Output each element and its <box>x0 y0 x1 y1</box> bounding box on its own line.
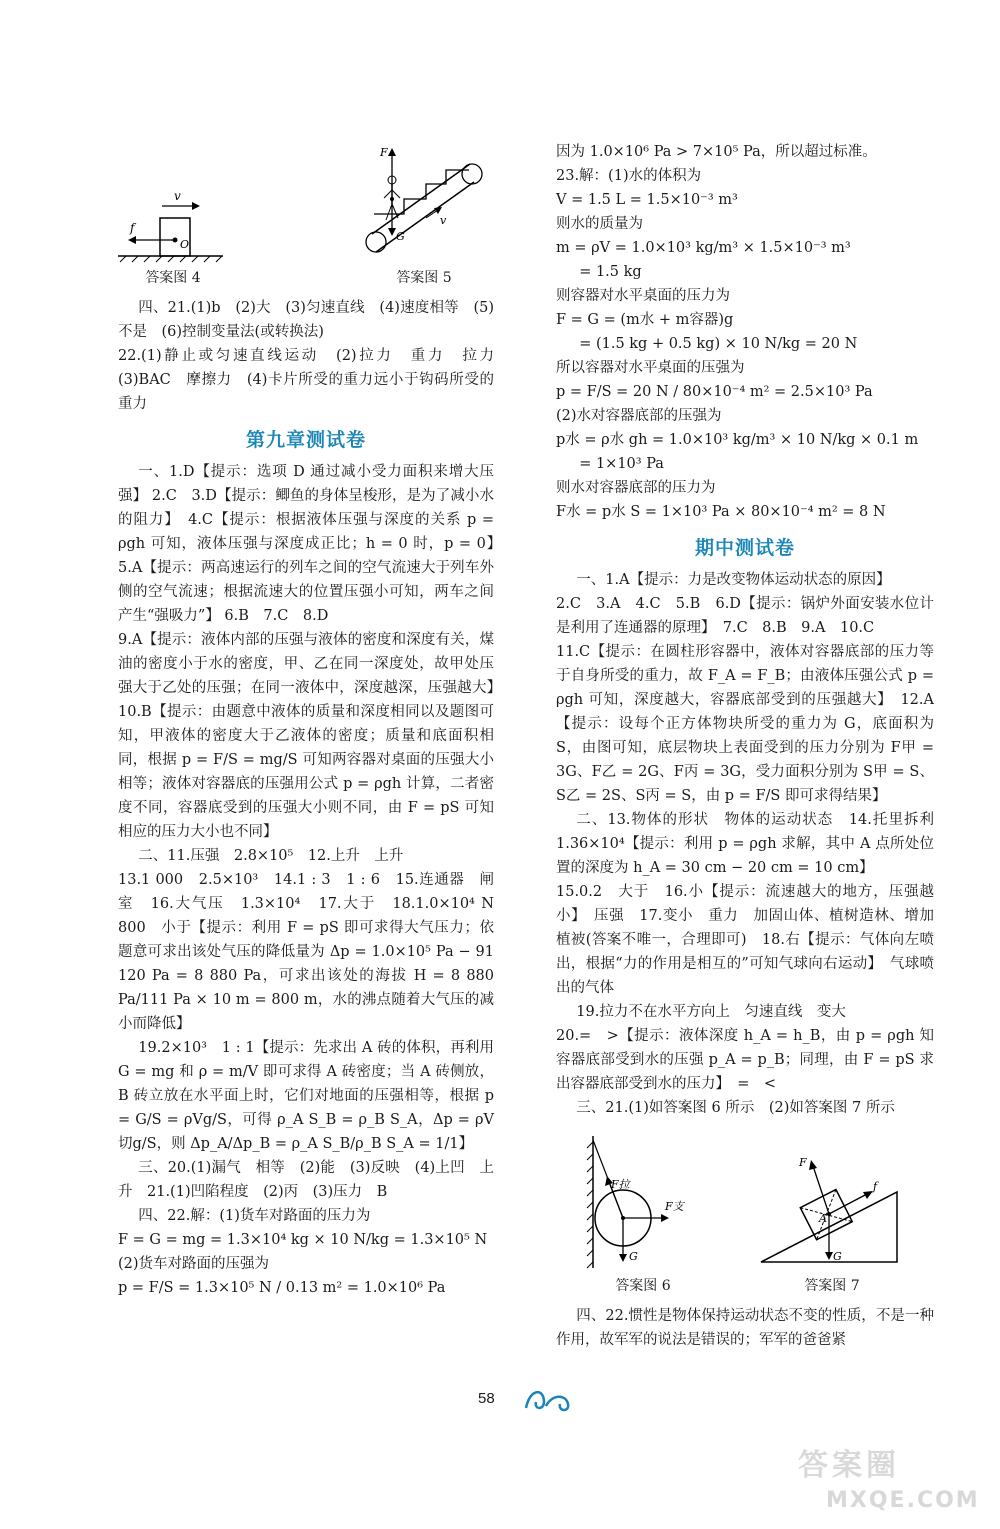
figure-row-6-7 <box>556 1128 934 1298</box>
equation-water-force: F水 = p水 S = 1×10³ Pa × 80×10⁻⁴ m² = 8 N <box>556 504 886 520</box>
label-v: v <box>174 189 181 203</box>
midterm-drawing-21: 三、21.(1)如答案图 6 所示 (2)如答案图 7 所示 <box>576 1100 895 1116</box>
equation-water-pressure-result: = 1×10³ Pa <box>579 456 664 472</box>
hanging-ball-diagram <box>583 1132 703 1272</box>
calc-text: (2)水对容器底部的压强为 <box>556 408 722 424</box>
midterm-fill-20: 20.= >【提示：液体深度 h_A = h_B，由 p = ρgh 知容器底部受到水的压强 p_A = p_B；同理，由 F = pS 求出容器底部受到水的压力】 = < <box>556 1028 934 1092</box>
label-o: O <box>180 238 190 251</box>
chapter9-fill-11-12: 二、11.压强 2.8×10⁵ 12.上升 上升 <box>138 848 404 864</box>
page-number: 58 <box>478 1390 495 1407</box>
label-A: A <box>819 1212 827 1225</box>
section-title-chapter9: 第九章测试卷 <box>245 429 366 451</box>
answer-21: 四、21.(1)b (2)大 (3)匀速直线 (4)速度相等 (5)不是 (6)控制变量法(或转换法) <box>118 300 494 340</box>
midterm-short-answer-22: 四、22.惯性是物体保持运动状态不变的性质，不是一种作用，故军军的说法是错误的；军军的爸爸紧 <box>556 1308 934 1348</box>
chapter9-calc-22: 四、22.解：(1)货车对路面的压力为 <box>138 1208 371 1224</box>
label-f: f <box>130 221 135 235</box>
figure-row-4-5 <box>118 140 494 290</box>
label-F: F <box>380 146 388 159</box>
answer-figure-5 <box>354 144 494 290</box>
left-column <box>118 140 509 1300</box>
equation-volume: V = 1.5 L = 1.5×10⁻³ m³ <box>556 192 738 208</box>
answer-23: 23.解：(1)水的体积为 <box>556 168 702 184</box>
chapter9-calc-22-2: (2)货车对路面的压强为 <box>118 1256 270 1272</box>
equation-force: F = G = (m水 + m容器)g <box>556 312 734 328</box>
calc-text: 则容器对水平桌面的压力为 <box>556 288 730 304</box>
calc-conclusion: 因为 1.0×10⁶ Pa > 7×10⁵ Pa，所以超过标准。 <box>556 144 877 160</box>
label-v: v <box>440 214 447 227</box>
label-G: G <box>396 230 405 243</box>
midterm-fill-15-18: 15.0.2 大于 16.小【提示：流速越大的地方，压强越小】 压强 17.变小 重力 加固山体、植树造林、增加植被(答案不唯一，合理即可) 18.右【提示：气体向左喷出，根据“力的作用是相互的”可知气球向右运动】 气球喷出的气体 <box>556 884 934 996</box>
midterm-fill-19: 19.拉力不在水平方向上 匀速直线 变大 <box>576 1004 846 1020</box>
ornament-icon <box>522 1384 582 1418</box>
chapter9-choice-1-8: 一、1.D【提示：选项 D 通过减小受力面积来增大压强】 2.C 3.D【提示：鲫鱼的身体呈梭形，是为了减小水的阻力】 4.C【提示：根据液体压强与深度的关系 p = ρgh 可知，液体压强与深度成正比；h = 0 时，p = 0】 5.A【提示：两高速运行的列车之间的空气流速大于列车外侧的空气流速；根据流速大的位置压强小可知，两车之间产生“强吸力”】 6.B 7.C 8.D <box>118 464 509 624</box>
watermark-url: MXQE.COM <box>826 1488 980 1513</box>
escalator-diagram <box>354 144 494 264</box>
figure-caption: 答案图 4 <box>145 270 201 286</box>
chapter9-fill-19: 19.2×10³ 1 : 1【提示：先求出 A 砖的体积，再利用 G = mg 和 ρ = m/V 即可求得 A 砖密度；当 A 砖侧放，B 砖立放在水平面上时，它们对地面的压强相等，根据 p = G/S = ρVg/S，可得 ρ_A S_B = ρ_B S_A，Δp = ρV切g/S，则 Δp_A/Δp_B = ρ_A S_B/ρ_B S_A = 1/1】 <box>118 1040 494 1152</box>
midterm-choice-1: 一、1.A【提示：力是改变物体运动状态的原因】 <box>576 572 891 588</box>
label-f-pull: F拉 <box>611 1178 630 1191</box>
answer-figure-4 <box>118 174 228 290</box>
section-title-midterm: 期中测试卷 <box>694 537 795 559</box>
chapter9-experiment-20-21: 三、20.(1)漏气 相等 (2)能 (3)反映 (4)上凹 上升 21.(1)凹陷程度 (2)丙 (3)压力 B <box>118 1160 494 1200</box>
block-friction-diagram <box>118 174 228 264</box>
label-G: G <box>833 1250 842 1263</box>
chapter9-choice-9-10: 9.A【提示：液体内部的压强与液体的密度和深度有关，煤油的密度小于水的密度，甲、乙在同一深度处，故甲处压强大于乙处的压强；在同一液体中，深度越深，压强越大】 10.B【提示：由题意中液体的质量和深度相同以及题图可知，甲液体的密度大于乙液体的密度；质量和底面积相同，根据 p = F/S = mg/S 可知两容器对桌面的压强大小相等；液体对容器底的压强用公式 p = ρgh 计算，二者密度不同，容器底受到的压强大小则不同，由 F = pS 可知相应的压力大小也不同】 <box>118 632 509 840</box>
right-column <box>556 140 949 1352</box>
equation-pressure: p = F/S = 20 N / 80×10⁻⁴ m² = 2.5×10³ Pa <box>556 384 873 400</box>
midterm-choice-2-10: 2.C 3.A 4.C 5.B 6.D【提示：锅炉外面安装水位计是利用了连通器的原理】 7.C 8.B 9.A 10.C <box>556 596 934 636</box>
equation-mass-result: = 1.5 kg <box>579 264 642 280</box>
answer-22: 22.(1)静止或匀速直线运动 (2)拉力 重力 拉力 (3)BAC 摩擦力 (4)卡片所受的重力远小于钩码所受的重力 <box>118 348 509 412</box>
answer-figure-7 <box>757 1142 907 1298</box>
incline-block-diagram <box>757 1142 907 1272</box>
watermark-logo: 答案圈 <box>798 1448 900 1483</box>
figure-caption: 答案图 5 <box>396 270 452 286</box>
calc-text: 则水对容器底部的压力为 <box>556 480 716 496</box>
calc-text: 所以容器对水平桌面的压强为 <box>556 360 745 376</box>
figure-caption: 答案图 6 <box>615 1278 671 1294</box>
answer-figure-6 <box>583 1132 703 1298</box>
label-f: f <box>873 1180 878 1193</box>
equation-force: F = G = mg = 1.3×10⁴ kg × 10 N/kg = 1.3×10⁵ N <box>118 1232 488 1248</box>
figure-caption: 答案图 7 <box>804 1278 860 1294</box>
equation-force-result: = (1.5 kg + 0.5 kg) × 10 N/kg = 20 N <box>579 336 858 352</box>
label-g: G <box>629 1250 638 1263</box>
label-f-support: F支 <box>665 1200 684 1213</box>
equation-pressure: p = F/S = 1.3×10⁵ N / 0.13 m² = 1.0×10⁶ Pa <box>118 1280 446 1296</box>
label-F: F <box>799 1156 807 1169</box>
midterm-choice-11-12: 11.C【提示：在圆柱形容器中，液体对容器底部的压力等于自身所受的重力，故 F_A = F_B；由液体压强公式 p = ρgh 可知，深度越大，容器底部受到的压强越大】 12.A【提示：设每个正方体物块所受的重力为 G，底面积为 S，由图可知，底层物块上表面受到的压力分别为 F甲 = 3G、F乙 = 2G、F丙 = 3G，受力面积分别为 S甲 = S、S乙 = 2S、S丙 = S，由 p = F/S 即可求得结果】 <box>556 644 934 804</box>
calc-text: 则水的质量为 <box>556 216 643 232</box>
equation-water-pressure: p水 = ρ水 gh = 1.0×10³ kg/m³ × 10 N/kg × 0.1 m <box>556 432 919 448</box>
equation-mass: m = ρV = 1.0×10³ kg/m³ × 1.5×10⁻³ m³ <box>556 240 851 256</box>
midterm-fill-13-14: 二、13.物体的形状 物体的运动状态 14.托里拆利 1.36×10⁴【提示：利用 p = ρgh 求解，其中 A 点所处位置的深度为 h_A = 30 cm − 20 cm = 10 cm】 <box>556 812 949 876</box>
chapter9-fill-13-18: 13.1 000 2.5×10³ 14.1 : 3 1 : 6 15.连通器 闸室 16.大气压 1.3×10⁴ 17.大于 18.1.0×10⁴ N 800 小于【提示：利用 F = pS 即可求得大气压力；依题意可求出该处气压的降低量为 Δp = 1.0×10⁵ Pa − 91 120 Pa = 8 880 Pa，可求出该处的海拔 H = 8 880 Pa/111 Pa × 10 m = 800 m，水的沸点随着大气压的减小而降低】 <box>118 872 509 1032</box>
